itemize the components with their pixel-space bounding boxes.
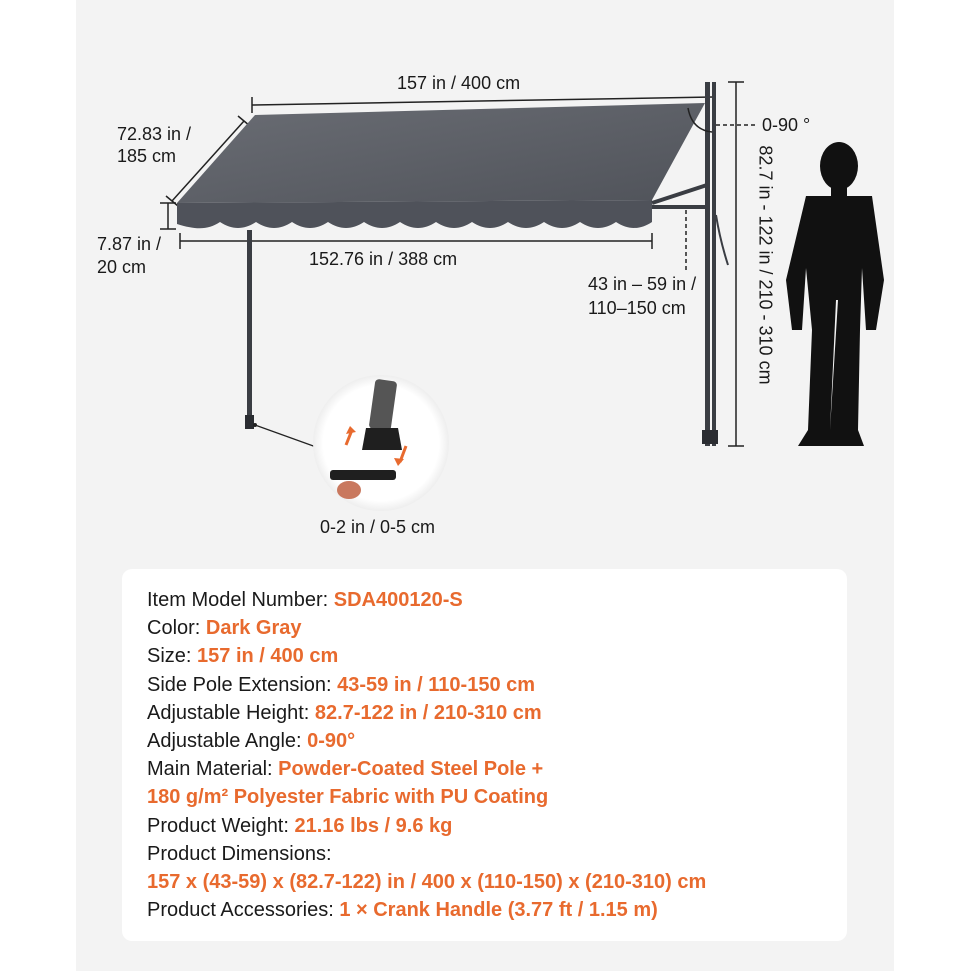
spec-value: 43-59 in / 110-150 cm: [337, 673, 536, 696]
height-label: 82.7 in - 122 in / 210 - 310 cm: [755, 145, 776, 385]
spec-value: SDA400120-S: [333, 589, 463, 611]
spec-row: [147, 586, 706, 614]
human-silhouette: [786, 142, 884, 446]
spec-label: Product Accessories:: [147, 899, 340, 922]
valance-label-line1: 7.87 in /: [97, 234, 162, 254]
spec-label: Side Pole Extension:: [147, 673, 338, 696]
specs-list: [147, 586, 706, 924]
spec-row: [147, 868, 706, 896]
width-label: 157 in / 400 cm: [397, 73, 521, 93]
right-pole: [702, 82, 718, 446]
spec-value: 157 x (43-59) x (82.7-122) in / 400 x (110-150) x (210-310) cm: [147, 871, 707, 894]
valance-label-line2: 20 cm: [97, 257, 147, 277]
spec-label: Color:: [147, 617, 206, 640]
valance-dimension-line: [160, 203, 176, 229]
spec-row: [147, 783, 706, 811]
spec-label: Adjustable Height:: [147, 701, 315, 724]
spec-label: Product Dimensions:: [147, 842, 332, 865]
spec-row: [147, 614, 706, 642]
spec-value: 82.7-122 in / 210-310 cm: [314, 701, 542, 724]
side-pole-label-line1: 43 in – 59 in /: [588, 274, 697, 294]
spec-label: Item Model Number:: [147, 589, 334, 611]
inner-width-label: 152.76 in / 388 cm: [309, 249, 458, 269]
awning-valance: [177, 200, 652, 228]
spec-label: Adjustable Angle:: [147, 730, 308, 753]
spec-value: 21.16 lbs / 9.6 kg: [294, 814, 453, 837]
spec-row: [147, 755, 706, 783]
spec-row: [147, 727, 706, 755]
side-pole-label-line2: 110–150 cm: [588, 298, 686, 318]
spec-label: Size:: [147, 645, 198, 668]
angle-label: 0-90 °: [762, 115, 811, 135]
left-pole: [245, 230, 254, 429]
foot-detail-circle: [313, 375, 449, 511]
height-dimension-line: [728, 82, 744, 446]
support-arm: [652, 185, 707, 207]
spec-row: [147, 699, 706, 727]
spec-row: [147, 896, 706, 924]
awning-canopy: [177, 103, 705, 203]
spec-row: [147, 642, 706, 670]
crank-handle: [716, 215, 728, 265]
spec-value: 0-90°: [307, 730, 356, 753]
foot-adjust-label: 0-2 in / 0-5 cm: [320, 517, 436, 537]
spec-row: [147, 812, 706, 840]
spec-row: [147, 671, 706, 699]
spec-value: 180 g/m² Polyester Fabric with PU Coating: [147, 786, 549, 809]
spec-value: Powder-Coated Steel Pole +: [278, 758, 544, 781]
specs-card: [122, 569, 847, 941]
spec-row: [147, 840, 706, 868]
spec-value: 1 × Crank Handle (3.77 ft / 1.15 m): [339, 899, 658, 922]
projection-label-line1: 72.83 in /: [117, 124, 192, 144]
spec-value: Dark Gray: [205, 617, 302, 640]
projection-label-line2: 185 cm: [117, 146, 177, 166]
spec-label: Main Material:: [147, 758, 279, 781]
spec-value: 157 in / 400 cm: [197, 645, 339, 668]
spec-label: Product Weight:: [147, 814, 295, 837]
